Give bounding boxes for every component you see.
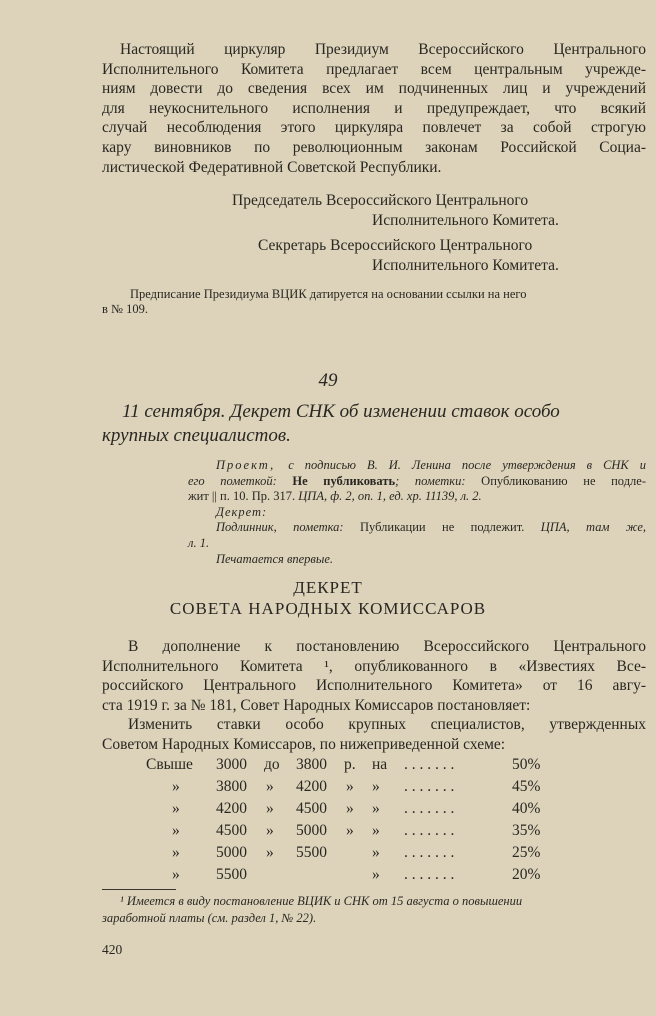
source-line: [102, 489, 646, 505]
source-text: с подписью В. И. Ленина после утверждения в СНК и: [288, 458, 646, 472]
table-cell: »: [372, 778, 380, 795]
decree-heading: ДЕКРЕТ: [293, 578, 363, 597]
page-number: 420: [102, 942, 123, 957]
table-cell: 5500: [216, 866, 247, 883]
table-cell: »: [346, 778, 354, 795]
chairman-signature-line: Исполнительного Комитета.: [372, 212, 559, 229]
table-cell: 4500: [216, 822, 247, 839]
text-line: ста 1919 г. за № 181, Совет Народных Комиссаров постановляет:: [102, 696, 531, 714]
secretary-signature-line: Секретарь Всероссийского Центрального: [258, 237, 533, 254]
footnote-divider: [102, 889, 176, 890]
table-cell: »: [172, 778, 180, 795]
table-cell: »: [346, 822, 354, 839]
source-text: ЦПА, ф. 2, оп. 1, ед. хр. 11139, л. 2.: [298, 489, 482, 504]
table-cell: до: [264, 756, 280, 773]
table-cell: р.: [344, 756, 356, 773]
footnote-line: заработной платы (см. раздел 1, № 22).: [102, 911, 317, 925]
table-dots: . . . . . . .: [404, 800, 455, 817]
table-dots: . . . . . . .: [404, 756, 455, 773]
table-percent: 20%: [512, 866, 541, 883]
table-cell: 5500: [296, 844, 327, 861]
table-cell: »: [372, 844, 380, 861]
text-line: Настоящий циркуляр Президиум Всероссийского Центрального: [120, 41, 646, 58]
source-mark: Не публиковать: [292, 473, 396, 488]
title-line: 11 сентября. Декрет СНК об изменении ставок особо: [122, 401, 560, 422]
decree-paragraph: [102, 637, 646, 755]
table-cell: 5000: [296, 822, 327, 839]
table-cell: 5000: [216, 844, 247, 861]
source-label: Проект,: [216, 458, 289, 472]
table-cell: 3800: [216, 778, 247, 795]
table-percent: 35%: [512, 822, 541, 839]
table-cell: на: [372, 756, 388, 773]
table-cell: »: [266, 778, 274, 795]
text-line: кару виновников по революционным законам Российской Социа-: [102, 138, 646, 156]
footnote: [102, 893, 650, 927]
text-line: для неукоснительного исполнения и предупреждает, что всякий: [102, 99, 646, 117]
circular-paragraph: [102, 40, 646, 177]
table-cell: »: [172, 866, 180, 883]
text-line: Исполнительного Комитета ¹, опубликованного в «Известиях Все-: [102, 657, 646, 675]
dating-note: Предписание Президиума ВЦИК датируется на основании ссылки на него: [130, 287, 527, 301]
table-cell: »: [266, 800, 274, 817]
table-cell: »: [172, 800, 180, 817]
text-line: Советом Народных Комиссаров, по нижеприведенной схеме:: [102, 735, 506, 753]
chairman-signature-line: Председатель Всероссийского Центрального: [232, 192, 529, 209]
source-line: [102, 458, 646, 474]
table-percent: 45%: [512, 778, 541, 795]
table-percent: 50%: [512, 756, 541, 773]
table-cell: »: [266, 844, 274, 861]
dating-note: в № 109.: [102, 302, 148, 316]
text-line: ниям довести до сведения всех им подчиненных лиц и учреждений: [102, 80, 646, 98]
source-text: Опубликованию не подле-: [481, 473, 646, 488]
text-line: российского Центрального Исполнительного Комитета» от 16 авгу-: [102, 677, 646, 695]
table-cell: »: [372, 866, 380, 883]
text-line: листической Федеративной Советской Республики.: [102, 158, 442, 176]
source-text: ; пометки:: [395, 473, 482, 488]
table-cell: »: [266, 822, 274, 839]
table-dots: . . . . . . .: [404, 822, 455, 839]
text-line: В дополнение к постановлению Всероссийского Центрального: [128, 638, 646, 655]
document-title: [102, 400, 652, 448]
table-cell: »: [346, 800, 354, 817]
table-cell: »: [172, 822, 180, 839]
title-line: крупных специалистов.: [102, 425, 291, 446]
source-line: Печатается впервые.: [216, 551, 333, 566]
table-dots: . . . . . . .: [404, 844, 455, 861]
table-cell: 4200: [296, 778, 327, 795]
source-text: Публикации не подлежит.: [359, 520, 541, 535]
table-percent: 25%: [512, 844, 541, 861]
table-dots: . . . . . . .: [404, 778, 455, 795]
table-percent: 40%: [512, 800, 541, 817]
table-cell: »: [372, 800, 380, 817]
source-line: [102, 520, 646, 536]
source-line: [102, 474, 646, 490]
text-line: случай несоблюдения этого циркуляра повлечет за собой строгую: [102, 119, 646, 137]
table-cell: Свыше: [146, 756, 193, 773]
table-cell: »: [172, 844, 180, 861]
source-line: л. 1.: [188, 535, 210, 550]
table-dots: . . . . . . .: [404, 866, 455, 883]
source-notes: [102, 458, 646, 567]
source-text: ЦПА, там же,: [540, 520, 647, 535]
source-line: Декрет:: [216, 504, 268, 519]
text-line: Исполнительного Комитета предлагает всем центральным учрежде-: [102, 60, 646, 78]
table-cell: 4500: [296, 800, 327, 817]
table-cell: »: [372, 822, 380, 839]
table-cell: 3000: [216, 756, 247, 773]
table-cell: 3800: [296, 756, 327, 773]
document-number: 49: [318, 370, 338, 391]
source-text: Подлинник, пометка:: [216, 520, 360, 535]
text-line: Изменить ставки особо крупных специалистов, утвержденных: [128, 716, 646, 734]
table-cell: 4200: [216, 800, 247, 817]
source-text: жит || п. 10. Пр. 317.: [188, 489, 299, 504]
secretary-signature-line: Исполнительного Комитета.: [372, 257, 559, 274]
decree-heading: СОВЕТА НАРОДНЫХ КОМИССАРОВ: [169, 599, 487, 618]
source-text: его пометкой:: [188, 473, 293, 488]
footnote-line: ¹ Имеется в виду постановление ВЦИК и СНК от 15 августа о повышении: [120, 894, 523, 908]
